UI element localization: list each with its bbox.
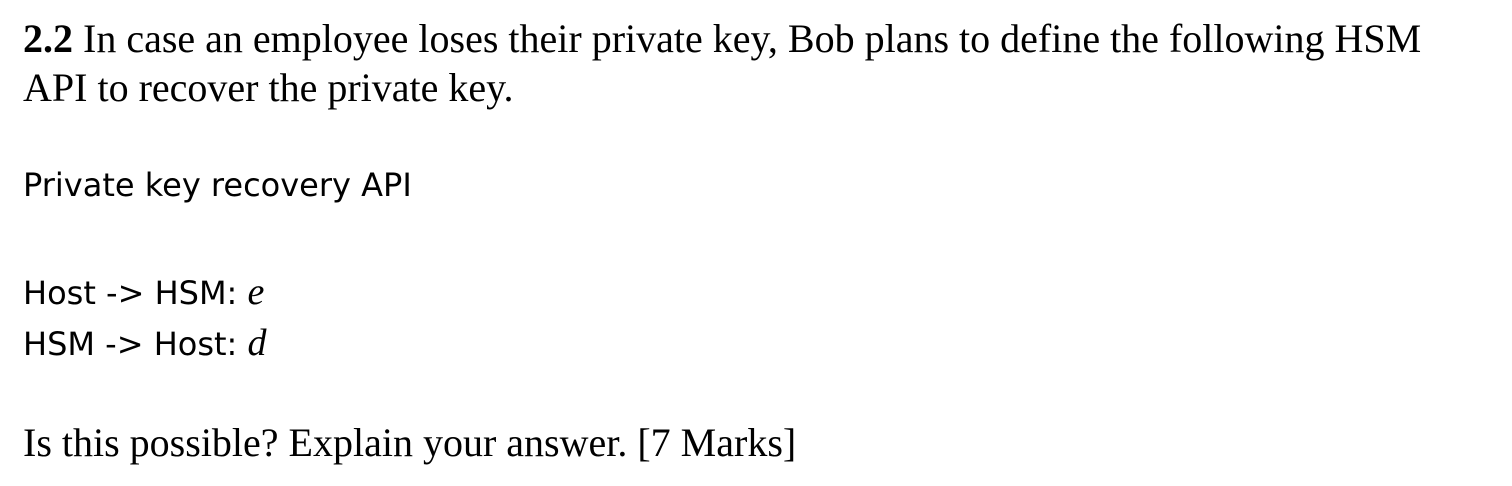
api-message-label: HSM -> Host:	[23, 325, 248, 363]
api-message-host-to-hsm	[23, 273, 264, 311]
question-intro-text-1: In case an employee loses their private key, Bob plans to define the following HSM	[73, 16, 1422, 61]
api-title: Private key recovery API	[23, 166, 412, 204]
question-prompt: Is this possible? Explain your answer. [7 Marks]	[23, 420, 797, 465]
api-message-variable: e	[247, 271, 265, 313]
question-intro-line-2: API to recover the private key.	[23, 65, 514, 110]
api-message-label: Host -> HSM:	[23, 274, 248, 312]
question-intro-line-1	[23, 16, 1422, 61]
question-number: 2.2	[23, 16, 73, 61]
api-message-variable: d	[247, 322, 267, 364]
api-message-hsm-to-host	[23, 324, 267, 362]
